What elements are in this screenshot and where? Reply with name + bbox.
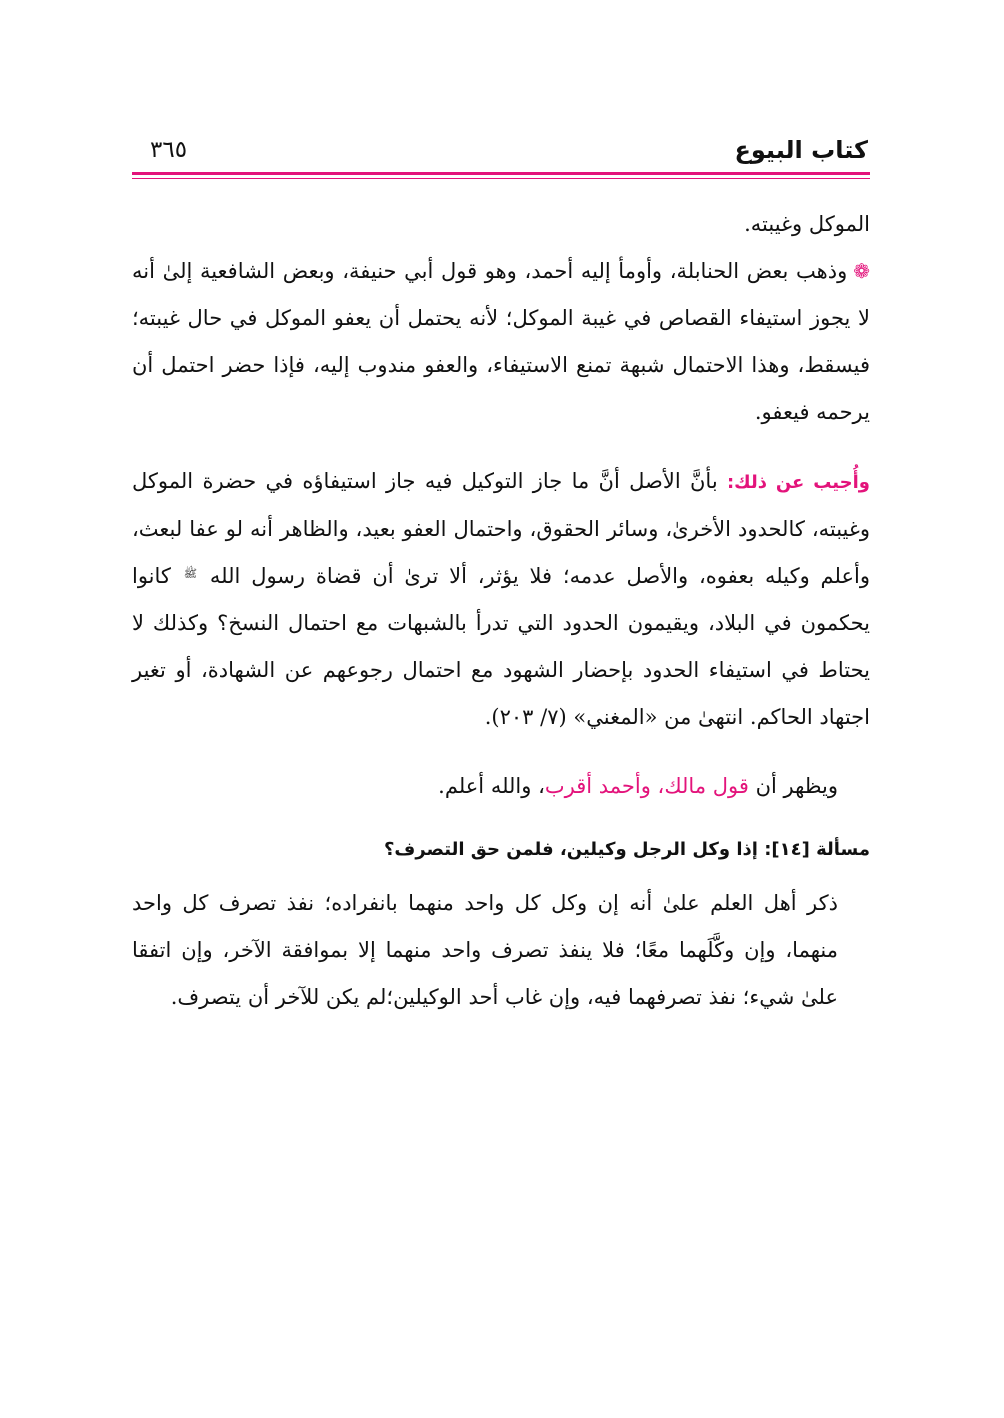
paragraph-text: كانوا يحكمون في البلاد، ويقيمون الحدود التي تدرأ بالشبهات مع احتمال النسخ؟ وكذلك لا يحتاط في استيفاء الحدود بإحضار الشهود مع احتمال رجوعهم عن الشهادة، أو تغير اجتهاد الحاكم. انتهىٰ من — [132, 564, 870, 729]
page-number: ٣٦٥ — [150, 137, 188, 163]
source-citation: «المغني» (٧/ ٢٠٣). — [484, 705, 658, 729]
flower-ornament-icon: ❁ — [853, 259, 870, 283]
paragraph-response — [132, 458, 870, 741]
issue-heading: مسألة [١٤]: إذا وكل الرجل وكيلين، فلمن حق التصرف؟ — [383, 839, 870, 860]
page-header — [132, 120, 870, 166]
paragraph-text: ، والله أعلم. — [438, 774, 545, 798]
paragraph-text: وذهب بعض الحنابلة، وأومأ إليه أحمد، وهو قول أبي حنيفة، وبعض الشافعية إلىٰ أنه لا يجوز استيفاء القصاص في غيبة الموكل؛ لأنه يحتمل أن يعفو الموكل في حال غيبته؛ فيسقط، وهذا الاحتمال شبهة تمنع الاستيفاء، والعفو مندوب إليه، فإذا حضر احتمل أن يرحمه فيعفو. — [132, 259, 870, 424]
paragraph-continuation — [132, 201, 870, 248]
paragraph-text: بأنَّ الأصل أنَّ ما جاز التوكيل فيه جاز استيفاؤه في حضرة الموكل وغيبته، كالحدود الأخرىٰ، وسائر الحقوق، واحتمال العفو بعيد، والظاهر أنه لو عفا لبعث، وأعلم وكيله بعفوه، والأصل عدمه؛ فلا يؤثر، ألا ترىٰ أن قضاة رسول الله — [132, 469, 870, 588]
paragraph-issue-body — [132, 880, 870, 1021]
book-title: كتاب البيوع — [734, 136, 868, 164]
highlighted-opinion: قول مالك، وأحمد أقرب — [544, 774, 749, 798]
paragraph-opinion — [132, 248, 870, 436]
paragraph-text: ويظهر أن — [748, 774, 838, 798]
paragraph-conclusion — [132, 763, 870, 810]
answer-label: وأُجيب عن ذلك: — [726, 472, 870, 493]
header-rule-thin — [132, 178, 870, 179]
header-rule-thick — [132, 172, 870, 175]
paragraph-text: الموكل وغيبته. — [744, 212, 870, 236]
page-content — [132, 201, 870, 1021]
book-page — [132, 120, 870, 1021]
salawat-ligature-icon: ﷺ — [183, 567, 198, 580]
paragraph-text: ذكر أهل العلم علىٰ أنه إن وكل كل واحد منهما بانفراده؛ نفذ تصرف كل واحد منهما، وإن وكَّلَهما معًا؛ فلا ينفذ تصرف واحد منهما إلا بموافقة الآخر، وإن اتفقا علىٰ شيء؛ نفذ تصرفهما فيه، وإن غاب أحد الوكيلين؛لم يكن للآخر أن يتصرف. — [132, 891, 838, 1009]
